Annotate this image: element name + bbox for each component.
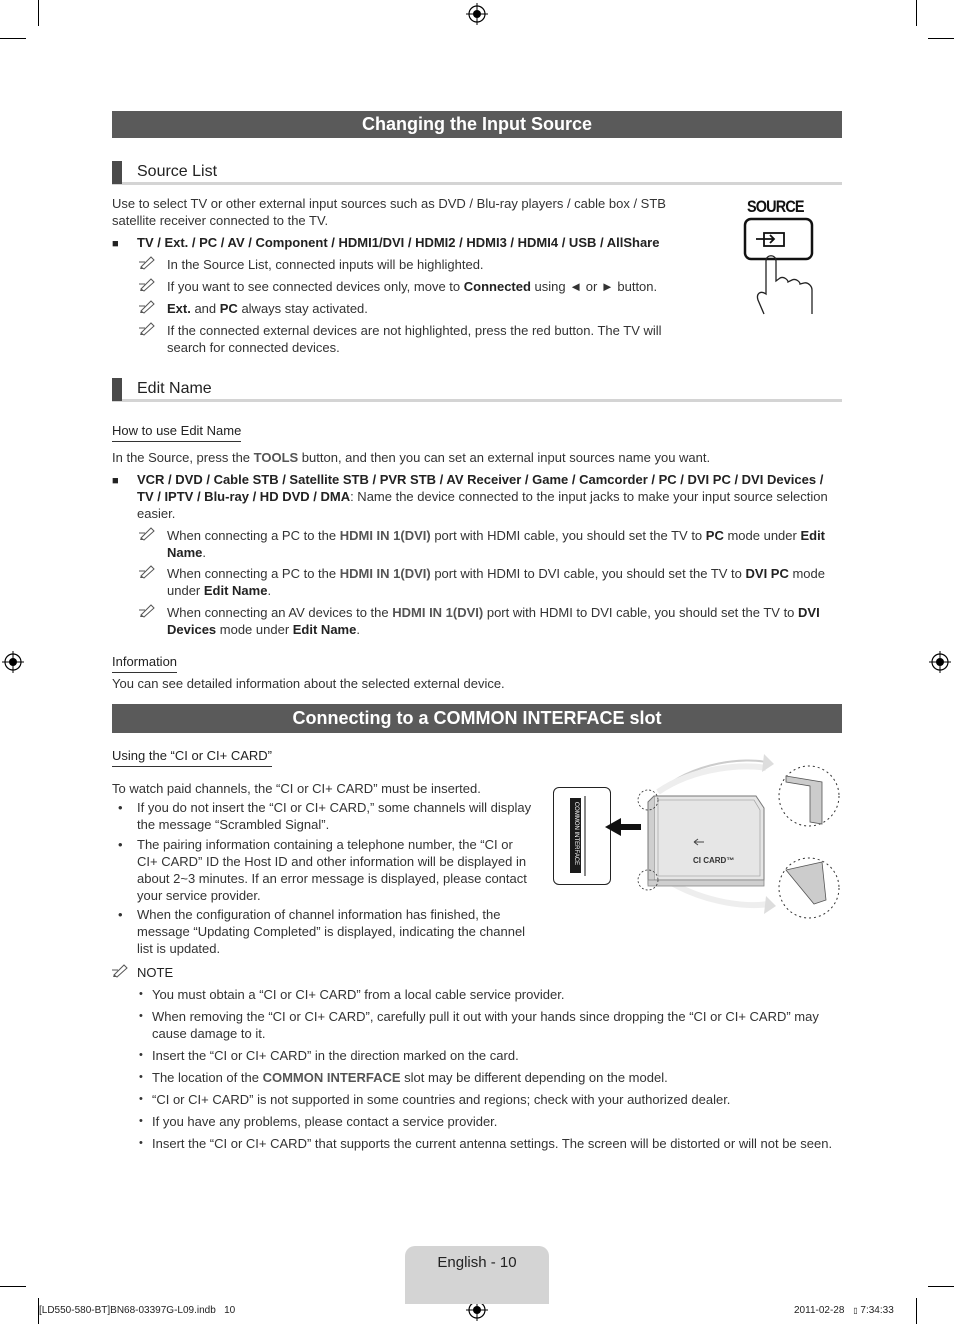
note-pencil-icon	[139, 298, 157, 314]
note-hdmi-pc	[167, 527, 842, 561]
footer-time: 7:34:33	[860, 1305, 894, 1316]
note-text: If you want to see connected devices only, move to	[167, 279, 464, 294]
crop-mark	[0, 38, 26, 39]
subheading-edit-name	[112, 378, 842, 402]
ci-intro: To watch paid channels, the “CI or CI+ CARD” must be inserted.	[112, 781, 481, 796]
note-line	[167, 527, 842, 544]
note-hdmi-dvi-av	[167, 604, 842, 638]
note-text: mode	[788, 566, 825, 581]
bullet-dot: •	[139, 1071, 143, 1083]
subheading-text: Source List	[137, 163, 218, 180]
crop-mark	[916, 0, 917, 26]
registration-mark-icon	[2, 651, 24, 673]
note-text: always stay activated.	[237, 301, 368, 316]
note-bold: Name	[167, 545, 203, 560]
registration-mark-icon	[466, 3, 488, 25]
note-text: mode under	[216, 622, 293, 637]
note-bold: PC	[705, 528, 724, 543]
bullet-dot: •	[139, 1049, 143, 1061]
note-pencil-icon	[139, 525, 157, 541]
crop-mark	[928, 1286, 954, 1287]
bullet-dot: •	[139, 1115, 143, 1127]
using-ci-card-heading: Using the “CI or CI+ CARD”	[112, 748, 272, 767]
how-to-edit-name-heading: How to use Edit Name	[112, 423, 241, 442]
ci-bullet-scrambled: If you do not insert the “CI or CI+ CARD,” some channels will display the message “Scrambled Signal”.	[137, 800, 532, 832]
note-bold: DVI PC	[745, 566, 789, 581]
source-list-intro: Use to select TV or other external input sources such as DVD / Blu-ray players / cable box / STB satellite receiver connected to the TV.	[112, 196, 666, 228]
device-bold: TV / IPTV / Blu-ray / HD DVD / DMA	[137, 489, 351, 504]
ci-card-illustration	[636, 752, 846, 922]
source-remote-label: SOURCE	[747, 197, 804, 216]
registration-mark-icon	[929, 651, 951, 673]
bullet-dot: •	[118, 837, 123, 852]
crop-mark	[916, 1298, 917, 1324]
note-bold: Connected	[463, 279, 531, 294]
crop-mark	[38, 0, 39, 26]
note-line	[167, 604, 842, 621]
information-text: You can see detailed information about the selected external device.	[112, 676, 505, 691]
note-hdmi-dvi-pc	[167, 565, 842, 599]
source-options: TV / Ext. / PC / AV / Component / HDMI1/DVI / HDMI2 / HDMI3 / HDMI4 / USB / AllShare	[137, 235, 660, 250]
note-text: under	[167, 583, 204, 598]
square-bullet-icon: ■	[112, 238, 119, 250]
note-text: and	[190, 301, 220, 316]
note-text: .	[267, 583, 272, 598]
note-text: mode under	[723, 528, 801, 543]
crop-mark	[928, 38, 954, 39]
note-bold: DVI	[798, 605, 820, 620]
note-text: .	[356, 622, 360, 637]
note-text: .	[202, 545, 207, 560]
section-title-input-source: Changing the Input Source	[112, 111, 842, 138]
note-item: If you have any problems, please contact a service provider.	[152, 1114, 498, 1129]
intro-text: In the Source, press the	[112, 450, 254, 465]
intro-text: button, and then you can set an external input sources name you want.	[298, 450, 711, 465]
note-item: Insert the “CI or CI+ CARD” in the direction marked on the card.	[152, 1048, 519, 1063]
note-text: port with HDMI to DVI cable, you should set the TV to	[483, 605, 799, 620]
ci-slot-panel	[553, 787, 611, 885]
source-button-hand-illustration	[740, 216, 820, 316]
note-text: using ◄ or ► button.	[530, 279, 658, 294]
note-text: The location of the	[152, 1070, 263, 1085]
crop-mark	[0, 1286, 26, 1287]
note-text: port with HDMI to DVI cable, you should set the TV to	[430, 566, 746, 581]
information-heading: Information	[112, 654, 177, 673]
note-item	[152, 1069, 842, 1086]
ci-card-label: CI CARD™	[693, 856, 735, 865]
note-bold: Edit Name	[203, 583, 268, 598]
footer-filename: [LD550-580-BT]BN68-03397G-L09.indb 10	[39, 1305, 236, 1316]
note-heading: NOTE	[137, 965, 174, 980]
note-bold: PC	[219, 301, 238, 316]
note-bold: HDMI IN 1(DVI)	[339, 566, 431, 581]
note-pencil-icon	[139, 563, 157, 579]
note-bold: Edit	[800, 528, 826, 543]
ci-slot-line	[584, 796, 586, 876]
page-number-tab	[405, 1246, 549, 1304]
device-line: easier.	[137, 506, 176, 521]
note-pencil-icon	[139, 254, 157, 270]
section-title-common-interface: Connecting to a COMMON INTERFACE slot	[112, 704, 842, 733]
device-text: : Name the device connected to the input jacks to make your input source selection	[350, 489, 828, 504]
note-bold: HDMI IN 1(DVI)	[339, 528, 431, 543]
device-line	[137, 488, 847, 505]
bullet-dot: •	[118, 907, 123, 922]
note-line	[167, 621, 842, 638]
footer-time-glyph: ▯	[853, 1306, 858, 1315]
note-red-button: If the connected external devices are not highlighted, press the red button. The TV will search for connected devices.	[167, 323, 662, 355]
subheading-text: Edit Name	[137, 380, 212, 397]
device-names	[137, 471, 847, 522]
note-bold: HDMI IN 1(DVI)	[392, 605, 484, 620]
note-text: When connecting an AV devices to the	[167, 605, 393, 620]
note-pencil-icon	[139, 602, 157, 618]
ci-bullet-pairing: The pairing information containing a telephone number, the “CI or CI+ CARD” ID the Host ID and other information will be displayed in about 2~3 minutes. If an error message is displayed, please contact your service provider.	[137, 837, 527, 903]
subheading-bar	[112, 161, 122, 184]
note-line	[167, 582, 842, 599]
note-pencil-icon	[139, 320, 157, 336]
page-number: English - 10	[437, 1254, 517, 1271]
subheading-source-list	[112, 161, 842, 185]
ci-bullet-updating: When the configuration of channel information has finished, the message “Updating Completed” is displayed, indicating the channel list is updated.	[137, 907, 526, 956]
note-bold: Edit Name	[292, 622, 357, 637]
footer-timestamp	[794, 1302, 894, 1319]
subheading-bar	[112, 378, 122, 401]
bullet-dot: •	[139, 1010, 143, 1022]
note-connected	[167, 278, 687, 295]
note-text: slot may be different depending on the model.	[400, 1070, 668, 1085]
note-highlighted: In the Source List, connected inputs will be highlighted.	[167, 257, 484, 272]
bullet-dot: •	[139, 1093, 143, 1105]
bullet-dot: •	[139, 1137, 143, 1149]
note-pencil-icon	[139, 276, 157, 292]
tools-bold: TOOLS	[253, 450, 299, 465]
note-bold: COMMON INTERFACE	[262, 1070, 401, 1085]
note-ext-pc	[167, 300, 687, 317]
bullet-dot: •	[118, 800, 123, 815]
bullet-dot: •	[139, 988, 143, 1000]
square-bullet-icon: ■	[112, 475, 119, 487]
note-pencil-icon	[112, 962, 130, 978]
note-text: port with HDMI cable, you should set the TV to	[430, 528, 706, 543]
note-text: When connecting a PC to the	[167, 528, 340, 543]
note-item: Insert the “CI or CI+ CARD” that supports the current antenna settings. The screen will be distorted or will not be seen.	[152, 1136, 833, 1151]
ci-slot-label: COMMON INTERFACE	[573, 801, 579, 866]
note-item: You must obtain a “CI or CI+ CARD” from a local cable service provider.	[152, 987, 565, 1002]
note-item: When removing the “CI or CI+ CARD”, carefully pull it out with your hands since dropping the “CI or CI+ CARD” may cause damage to it.	[152, 1009, 819, 1041]
note-line	[167, 544, 842, 561]
note-line	[167, 565, 842, 582]
edit-name-intro	[112, 449, 842, 466]
footer-date: 2011-02-28	[794, 1305, 845, 1316]
note-bold: Devices	[167, 622, 217, 637]
note-text: When connecting a PC to the	[167, 566, 340, 581]
note-bold: Ext.	[167, 301, 191, 316]
note-item: “CI or CI+ CARD” is not supported in some countries and regions; check with your authorized dealer.	[152, 1092, 731, 1107]
device-line: VCR / DVD / Cable STB / Satellite STB / PVR STB / AV Receiver / Game / Camcorder / PC / DVI PC / DVI Devices /	[137, 472, 824, 487]
